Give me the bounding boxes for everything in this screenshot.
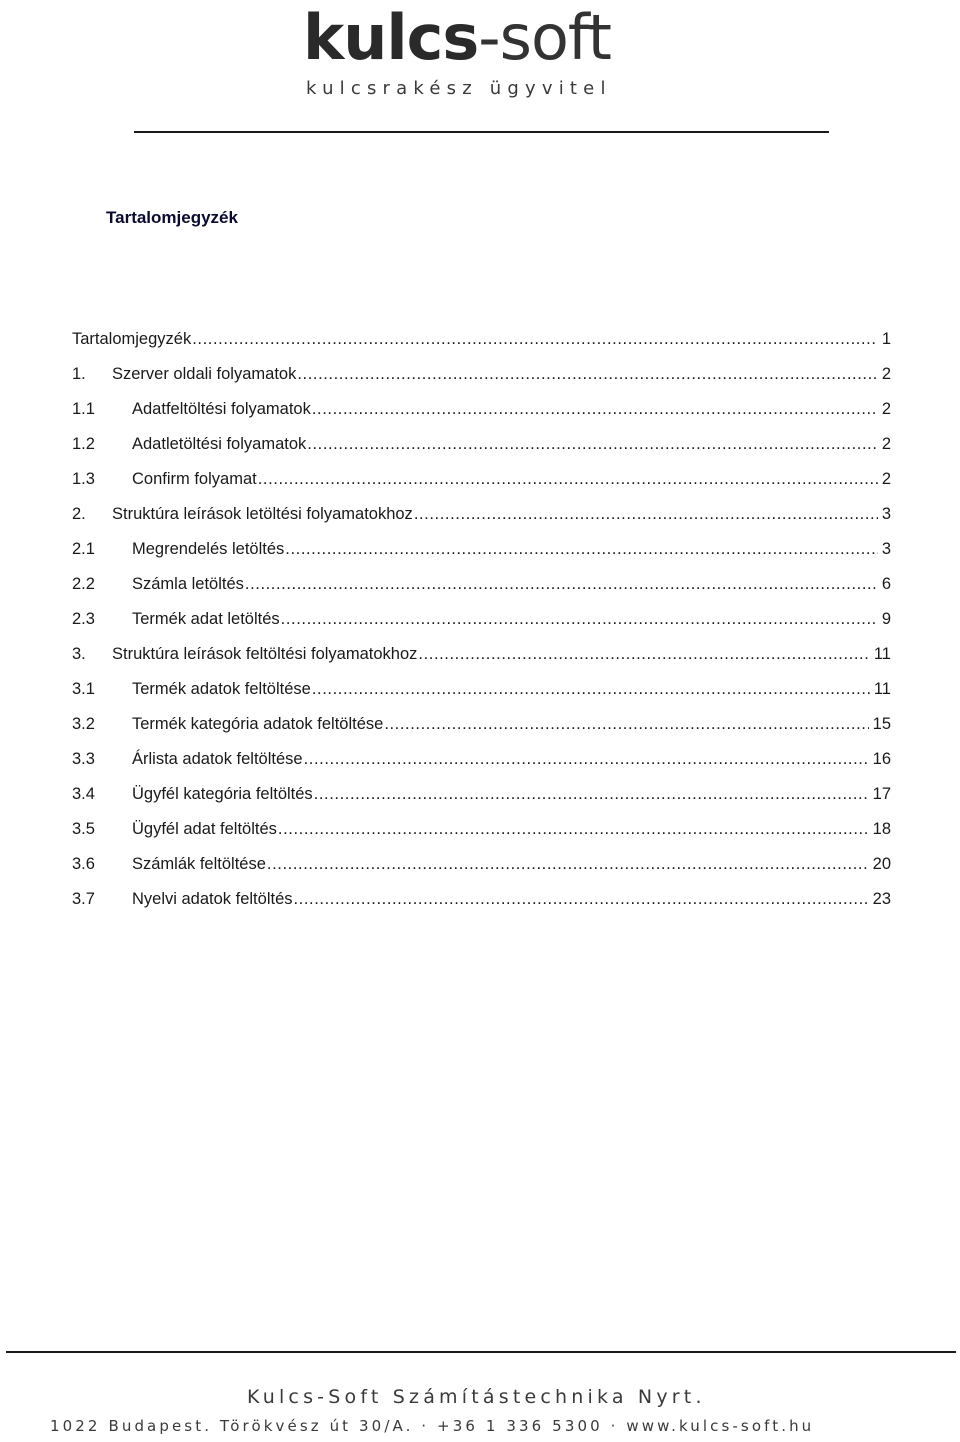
toc-entry[interactable] [72, 462, 891, 497]
logo-wordmark [303, 2, 611, 74]
toc-entry-page-number: 17 [872, 785, 891, 803]
toc-dot-leader [294, 890, 869, 909]
toc-entry-number: 1.3 [72, 470, 95, 488]
toc-entry-number: 3.3 [72, 750, 95, 768]
toc-entry[interactable] [72, 637, 891, 672]
toc-entry[interactable] [72, 322, 891, 357]
toc-dot-leader [312, 680, 870, 699]
toc-dot-leader [304, 750, 869, 769]
footer-divider [6, 1351, 956, 1353]
header-divider [134, 131, 829, 133]
toc-entry-number: 1.2 [72, 435, 95, 453]
toc-heading: Tartalomjegyzék [106, 208, 238, 227]
toc-entry-title: Termék kategória adatok feltöltése [132, 715, 384, 733]
toc-entry-page-number: 2 [881, 400, 891, 418]
toc-entry-title: Tartalomjegyzék [72, 330, 192, 348]
toc-dot-leader [285, 540, 878, 559]
toc-entry-number: 3. [72, 645, 86, 663]
toc-entry-page-number: 6 [881, 575, 891, 593]
logo-wordmark-bold: kulcs [303, 1, 479, 74]
toc-entry-page-number: 11 [873, 680, 891, 698]
toc-entry-number: 3.4 [72, 785, 95, 803]
toc-entry-title: Számla letöltés [132, 575, 244, 593]
toc-entry-page-number: 3 [881, 540, 891, 558]
toc-dot-leader [384, 715, 868, 734]
footer-company-name: Kulcs-Soft Számítástechnika Nyrt. [247, 1386, 706, 1408]
company-logo [303, 0, 643, 110]
toc-dot-leader [267, 855, 869, 874]
toc-entry-page-number: 2 [881, 470, 891, 488]
toc-entry-number: 3.1 [72, 680, 95, 698]
toc-entry-page-number: 15 [872, 715, 891, 733]
table-of-contents [72, 322, 891, 917]
toc-entry-page-number: 9 [881, 610, 891, 628]
toc-entry-title: Megrendelés letöltés [132, 540, 285, 558]
toc-dot-leader [245, 575, 878, 594]
toc-entry-title: Ügyfél adat feltöltés [132, 820, 277, 838]
toc-entry-page-number: 11 [873, 645, 891, 663]
footer-contact-info: 1022 Budapest. Törökvész út 30/A. · +36 1 336 5300 · www.kulcs-soft.hu [50, 1417, 815, 1435]
toc-entry-page-number: 1 [881, 330, 891, 348]
toc-entry-title: Árlista adatok feltöltése [132, 750, 303, 768]
toc-entry-number: 3.2 [72, 715, 95, 733]
toc-entry-title: Struktúra leírások letöltési folyamatokhoz [112, 505, 413, 523]
toc-dot-leader [314, 785, 869, 804]
toc-entry-page-number: 23 [872, 890, 891, 908]
toc-entry[interactable] [72, 672, 891, 707]
toc-entry-page-number: 18 [872, 820, 891, 838]
toc-dot-leader [278, 820, 869, 839]
toc-dot-leader [307, 435, 878, 454]
toc-entry[interactable] [72, 882, 891, 917]
toc-entry-page-number: 16 [872, 750, 891, 768]
toc-entry-title: Számlák feltöltése [132, 855, 266, 873]
toc-entry-title: Ügyfél kategória feltöltés [132, 785, 313, 803]
toc-entry-title: Termék adatok feltöltése [132, 680, 311, 698]
toc-entry-number: 3.7 [72, 890, 95, 908]
toc-entry[interactable] [72, 847, 891, 882]
toc-entry-page-number: 20 [872, 855, 891, 873]
toc-entry-title: Termék adat letöltés [132, 610, 280, 628]
toc-entry[interactable] [72, 602, 891, 637]
toc-entry-title: Adatletöltési folyamatok [132, 435, 307, 453]
toc-entry-number: 1.1 [72, 400, 95, 418]
toc-entry[interactable] [72, 427, 891, 462]
toc-entry-page-number: 2 [881, 435, 891, 453]
toc-entry-title: Nyelvi adatok feltöltés [132, 890, 293, 908]
toc-entry[interactable] [72, 497, 891, 532]
toc-dot-leader [281, 610, 878, 629]
toc-entry-title: Struktúra leírások feltöltési folyamatokhoz [112, 645, 418, 663]
toc-entry-title: Adatfeltöltési folyamatok [132, 400, 311, 418]
toc-entry[interactable] [72, 357, 891, 392]
toc-entry-page-number: 2 [881, 365, 891, 383]
toc-entry[interactable] [72, 392, 891, 427]
toc-entry-number: 3.5 [72, 820, 95, 838]
toc-entry[interactable] [72, 742, 891, 777]
logo-tagline: kulcsrakész ügyvitel [306, 78, 612, 99]
toc-dot-leader [418, 645, 869, 664]
toc-dot-leader [258, 470, 878, 489]
toc-entry-number: 2.2 [72, 575, 95, 593]
toc-entry-number: 1. [72, 365, 86, 383]
toc-dot-leader [312, 400, 878, 419]
toc-entry[interactable] [72, 532, 891, 567]
toc-entry[interactable] [72, 777, 891, 812]
toc-entry-page-number: 3 [881, 505, 891, 523]
toc-entry[interactable] [72, 567, 891, 602]
toc-entry[interactable] [72, 812, 891, 847]
toc-dot-leader [192, 330, 878, 349]
toc-dot-leader [297, 365, 877, 384]
toc-dot-leader [414, 505, 878, 524]
toc-entry-number: 2.3 [72, 610, 95, 628]
toc-entry-title: Szerver oldali folyamatok [112, 365, 297, 383]
toc-entry-number: 3.6 [72, 855, 95, 873]
logo-wordmark-light: -soft [478, 1, 611, 74]
toc-entry-title: Confirm folyamat [132, 470, 257, 488]
toc-entry-number: 2.1 [72, 540, 95, 558]
toc-entry[interactable] [72, 707, 891, 742]
toc-entry-number: 2. [72, 505, 86, 523]
